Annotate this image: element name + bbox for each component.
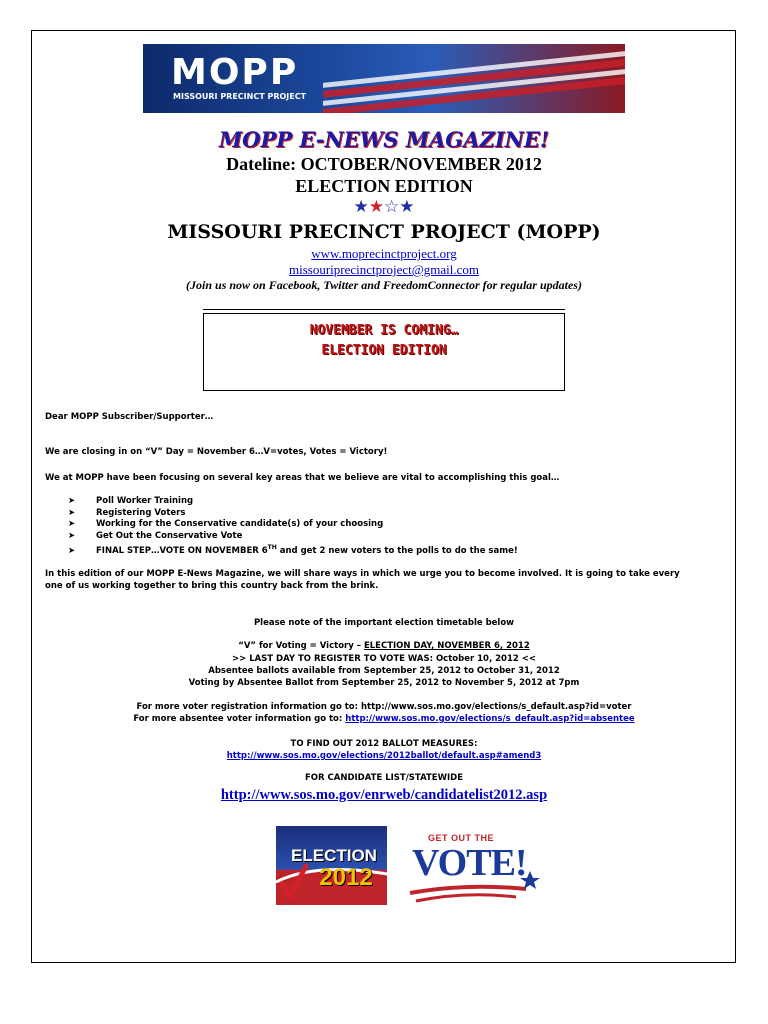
election-2012-image: ELECTION 2012	[276, 826, 387, 905]
list-item: ➤ Registering Voters	[68, 507, 186, 518]
star-icon: ★	[368, 197, 384, 217]
greeting: Dear MOPP Subscriber/Supporter…	[45, 412, 214, 422]
last-day-register: >> LAST DAY TO REGISTER TO VOTE WAS: October 10, 2012 <<	[231, 654, 537, 664]
get-out-the-vote-image: GET OUT THE VOTE!	[406, 831, 542, 911]
paragraph-3-line-2: one of us working together to bring this country back from the brink.	[45, 581, 379, 591]
website-link[interactable]: www.moprecinctproject.org	[311, 246, 457, 261]
callout-line-2: ELECTION EDITION	[321, 343, 447, 358]
callout-box	[203, 313, 565, 391]
dateline: Dateline: OCTOBER/NOVEMBER 2012	[226, 154, 542, 174]
absentee-link[interactable]: http://www.sos.mo.gov/elections/s_default.asp?id=absentee	[345, 714, 635, 724]
arrow-bullet-icon: ➤	[68, 496, 76, 506]
election-day-line: “V” for Voting = Victory – ELECTION DAY, NOVEMBER 6, 2012	[238, 641, 530, 651]
timetable-note: Please note of the important election timetable below	[253, 618, 515, 628]
arrow-bullet-icon: ➤	[68, 530, 76, 541]
stars-decoration	[0, 197, 768, 217]
box-top-rule	[203, 309, 565, 310]
project-name: MISSOURI PRECINCT PROJECT (MOPP)	[167, 221, 601, 243]
star-outline-icon: ☆	[384, 197, 400, 217]
mopp-banner	[143, 44, 625, 113]
paragraph-1: We are closing in on “V” Day = November 6…V=votes, Votes = Victory!	[45, 447, 388, 457]
focus-list	[68, 496, 518, 557]
absentee-info: For more absentee voter information go to: http://www.sos.mo.gov/elections/s_default.asp?id=absentee	[133, 714, 635, 724]
magazine-title: MOPP E-NEWS MAGAZINE!	[218, 127, 550, 152]
registration-info: For more voter registration information go to: http://www.sos.mo.gov/elections/s_default.asp?id=voter	[136, 702, 632, 712]
callout-line-1: NOVEMBER IS COMING…	[309, 323, 459, 338]
email-link[interactable]: missouriprecinctproject@gmail.com	[289, 262, 479, 277]
candidate-list-link[interactable]: http://www.sos.mo.gov/enrweb/candidatelist2012.asp	[220, 787, 548, 803]
list-item: ➤ Get Out the Conservative Vote	[68, 530, 243, 541]
edition-heading: ELECTION EDITION	[295, 176, 473, 196]
paragraph-3-line-1: In this edition of our MOPP E-News Magazine, we will share ways in which we urge you to become involved. It is going to take every	[45, 569, 680, 579]
list-item: ➤ Poll Worker Training	[68, 496, 194, 506]
social-join-note: (Join us now on Facebook, Twitter and FreedomConnector for regular updates)	[186, 278, 582, 292]
arrow-bullet-icon: ➤	[68, 545, 76, 556]
ballot-measures-link[interactable]: http://www.sos.mo.gov/elections/2012ballot/default.asp#amend3	[226, 751, 542, 761]
ballot-measures-heading: TO FIND OUT 2012 BALLOT MEASURES:	[290, 739, 478, 749]
absentee-availability: Absentee ballots available from September 25, 2012 to October 31, 2012	[208, 666, 560, 676]
arrow-bullet-icon: ➤	[68, 519, 76, 529]
arrow-bullet-icon: ➤	[68, 507, 76, 518]
paragraph-2: We at MOPP have been focusing on several key areas that we believe are vital to accomplishing this goal…	[45, 473, 560, 483]
list-item: ➤ Working for the Conservative candidate(s) of your choosing	[68, 519, 384, 529]
mopp-logo: MOPP	[171, 52, 299, 93]
absentee-voting: Voting by Absentee Ballot from September 25, 2012 to November 5, 2012 at 7pm	[188, 678, 580, 688]
candidate-list-heading: FOR CANDIDATE LIST/STATEWIDE	[304, 773, 463, 783]
banner-subtitle: MISSOURI PRECINCT PROJECT	[173, 92, 307, 101]
star-icon: ★	[399, 197, 415, 217]
list-item: ➤ FINAL STEP…VOTE ON NOVEMBER 6TH and get 2 new voters to the polls to do the same!	[68, 544, 518, 556]
star-icon: ★	[353, 197, 369, 217]
registration-url[interactable]: http://www.sos.mo.gov/elections/s_default.asp?id=voter	[361, 702, 632, 712]
